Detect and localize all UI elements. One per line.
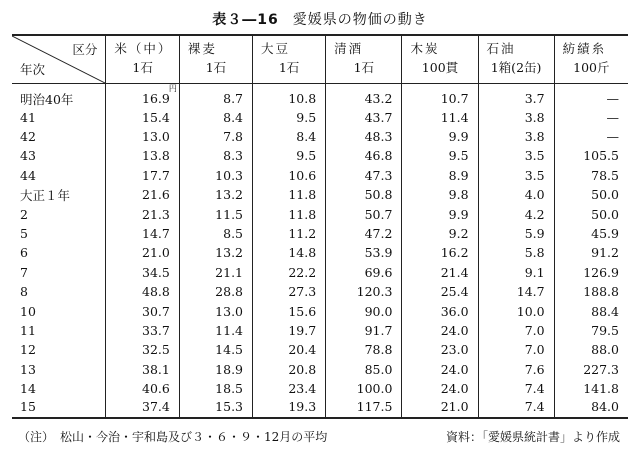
price-cell: 24.0 bbox=[402, 321, 478, 340]
column-header-name: 裸麦 bbox=[187, 41, 217, 56]
price-cell: 188.8 bbox=[554, 282, 628, 301]
table-title-text: 愛媛県の物価の動き bbox=[292, 12, 428, 28]
price-cell: 10.6 bbox=[253, 166, 326, 185]
price-cell: 47.2 bbox=[326, 224, 402, 243]
column-header-unit: 1箱(2缶) bbox=[490, 60, 542, 75]
column-header-name: 石油 bbox=[486, 41, 516, 56]
price-cell: 21.6 bbox=[106, 185, 180, 204]
column-header-name: 大豆 bbox=[261, 41, 291, 56]
price-cell: 18.5 bbox=[179, 379, 252, 398]
table-row bbox=[12, 301, 628, 320]
price-cell: 3.7 bbox=[478, 83, 554, 108]
price-cell: 69.6 bbox=[326, 263, 402, 282]
footnote: （注） 松山・今治・宇和島及び３・６・９・12月の平均 bbox=[18, 430, 328, 444]
price-cell: 5.9 bbox=[478, 224, 554, 243]
price-cell: 36.0 bbox=[402, 301, 478, 320]
price-cell: 21.3 bbox=[106, 204, 180, 223]
price-cell: 46.8 bbox=[326, 146, 402, 165]
price-cell: 50.7 bbox=[326, 204, 402, 223]
price-cell: 7.0 bbox=[478, 321, 554, 340]
price-cell: 8.7 bbox=[179, 83, 252, 108]
price-cell: 141.8 bbox=[554, 379, 628, 398]
price-cell: 23.0 bbox=[402, 340, 478, 359]
price-cell: 3.5 bbox=[478, 146, 554, 165]
price-cell: 84.0 bbox=[554, 398, 628, 417]
price-cell: 50.0 bbox=[554, 185, 628, 204]
column-header-unit: 1石 bbox=[278, 60, 300, 75]
price-cell: 11.4 bbox=[402, 108, 478, 127]
price-cell: 78.8 bbox=[326, 340, 402, 359]
price-cell: 8.9 bbox=[402, 166, 478, 185]
price-cell: 9.5 bbox=[253, 146, 326, 165]
price-cell: 53.9 bbox=[326, 243, 402, 262]
price-cell: 10.8 bbox=[253, 83, 326, 108]
price-cell: — bbox=[554, 83, 628, 108]
price-cell: 40.6 bbox=[106, 379, 180, 398]
price-cell: 11.2 bbox=[253, 224, 326, 243]
price-cell: — bbox=[554, 127, 628, 146]
year-cell: 12 bbox=[20, 342, 36, 358]
column-header-name: 米（中） bbox=[114, 41, 173, 56]
price-cell: 34.5 bbox=[106, 263, 180, 282]
column-header bbox=[402, 35, 478, 83]
price-cell: 19.7 bbox=[253, 321, 326, 340]
price-value: 16.9 bbox=[142, 91, 170, 106]
price-cell: 14.8 bbox=[253, 243, 326, 262]
price-cell: 14.5 bbox=[179, 340, 252, 359]
price-cell: 88.0 bbox=[554, 340, 628, 359]
unit-mark-yen: 円 bbox=[168, 83, 177, 93]
price-cell: 14.7 bbox=[106, 224, 180, 243]
column-header-unit: 100斤 bbox=[573, 60, 610, 75]
price-cell: 8.5 bbox=[179, 224, 252, 243]
table-row bbox=[12, 243, 628, 262]
table-row bbox=[12, 127, 628, 146]
year-cell: 11 bbox=[20, 322, 36, 338]
price-cell: 43.2 bbox=[326, 83, 402, 108]
price-cell: 22.2 bbox=[253, 263, 326, 282]
price-cell: 21.4 bbox=[402, 263, 478, 282]
price-cell: 15.6 bbox=[253, 301, 326, 320]
price-cell: 90.0 bbox=[326, 301, 402, 320]
table-row bbox=[12, 204, 628, 223]
price-cell: 48.8 bbox=[106, 282, 180, 301]
table-title bbox=[0, 9, 640, 29]
year-cell: 43 bbox=[20, 148, 36, 164]
price-cell: 8.3 bbox=[179, 146, 252, 165]
table-row bbox=[12, 360, 628, 379]
price-cell: 20.4 bbox=[253, 340, 326, 359]
column-header-unit: 1石 bbox=[132, 60, 153, 75]
price-cell: 7.4 bbox=[478, 379, 554, 398]
year-cell: 大正１年 bbox=[20, 187, 71, 203]
price-cell: 8.4 bbox=[179, 108, 252, 127]
year-cell: 15 bbox=[12, 398, 106, 417]
price-cell: — bbox=[554, 108, 628, 127]
price-cell: 43.7 bbox=[326, 108, 402, 127]
price-cell: 13.2 bbox=[179, 185, 252, 204]
price-cell: 79.5 bbox=[554, 321, 628, 340]
source-note: 資料：「愛媛県統計書」より作成 bbox=[445, 430, 620, 444]
price-cell: 11.5 bbox=[179, 204, 252, 223]
price-cell bbox=[106, 83, 180, 108]
column-header bbox=[478, 35, 554, 83]
price-cell: 24.0 bbox=[402, 379, 478, 398]
price-cell: 38.1 bbox=[106, 360, 180, 379]
price-cell: 32.5 bbox=[106, 340, 180, 359]
price-cell: 14.7 bbox=[478, 282, 554, 301]
price-cell: 11.8 bbox=[253, 204, 326, 223]
price-cell: 227.3 bbox=[554, 360, 628, 379]
price-cell: 18.9 bbox=[179, 360, 252, 379]
price-cell: 13.2 bbox=[179, 243, 252, 262]
column-header-unit: 1石 bbox=[205, 60, 227, 75]
year-cell: 44 bbox=[20, 167, 36, 183]
price-cell: 91.7 bbox=[326, 321, 402, 340]
price-cell: 126.9 bbox=[554, 263, 628, 282]
price-cell: 47.3 bbox=[326, 166, 402, 185]
header-row bbox=[12, 35, 628, 83]
price-cell: 48.3 bbox=[326, 127, 402, 146]
price-cell: 37.4 bbox=[106, 398, 180, 417]
column-header-name: 木炭 bbox=[410, 41, 440, 56]
price-cell: 4.2 bbox=[478, 204, 554, 223]
price-cell: 19.3 bbox=[253, 398, 326, 417]
price-cell: 91.2 bbox=[554, 243, 628, 262]
table-row bbox=[12, 340, 628, 359]
price-cell: 11.8 bbox=[253, 185, 326, 204]
price-cell: 24.0 bbox=[402, 360, 478, 379]
price-cell: 7.8 bbox=[179, 127, 252, 146]
price-cell: 28.8 bbox=[179, 282, 252, 301]
table-row bbox=[12, 282, 628, 301]
price-table bbox=[12, 34, 628, 419]
price-cell: 21.1 bbox=[179, 263, 252, 282]
price-cell: 7.6 bbox=[478, 360, 554, 379]
price-cell: 13.0 bbox=[179, 301, 252, 320]
price-cell: 23.4 bbox=[253, 379, 326, 398]
price-cell: 120.3 bbox=[326, 282, 402, 301]
price-cell: 100.0 bbox=[326, 379, 402, 398]
table-row bbox=[12, 108, 628, 127]
price-cell: 20.8 bbox=[253, 360, 326, 379]
table-row bbox=[12, 83, 628, 108]
table-row bbox=[12, 166, 628, 185]
price-cell: 78.5 bbox=[554, 166, 628, 185]
year-cell: 42 bbox=[20, 129, 36, 145]
year-cell: 5 bbox=[20, 226, 28, 242]
price-cell: 9.2 bbox=[402, 224, 478, 243]
price-cell: 15.3 bbox=[179, 398, 252, 417]
price-cell: 21.0 bbox=[402, 398, 478, 417]
price-cell: 16.2 bbox=[402, 243, 478, 262]
year-cell: 41 bbox=[20, 109, 36, 125]
price-cell: 105.5 bbox=[554, 146, 628, 165]
price-cell: 9.1 bbox=[478, 263, 554, 282]
price-cell: 85.0 bbox=[326, 360, 402, 379]
table-row bbox=[12, 321, 628, 340]
year-cell: 8 bbox=[20, 284, 28, 300]
price-cell: 88.4 bbox=[554, 301, 628, 320]
price-cell: 10.3 bbox=[179, 166, 252, 185]
year-cell: 7 bbox=[20, 264, 28, 280]
price-cell: 9.8 bbox=[402, 185, 478, 204]
price-cell: 8.4 bbox=[253, 127, 326, 146]
price-cell: 7.0 bbox=[478, 340, 554, 359]
column-header bbox=[253, 35, 326, 83]
price-cell: 25.4 bbox=[402, 282, 478, 301]
table-row bbox=[12, 398, 628, 417]
year-cell: 13 bbox=[20, 361, 36, 377]
price-cell: 3.8 bbox=[478, 108, 554, 127]
table-body bbox=[12, 83, 628, 418]
table-row bbox=[12, 185, 628, 204]
price-cell: 3.5 bbox=[478, 166, 554, 185]
corner-cell bbox=[12, 35, 106, 83]
column-header-name: 清酒 bbox=[334, 41, 364, 56]
corner-label-year: 年次 bbox=[20, 61, 46, 77]
price-cell: 15.4 bbox=[106, 108, 180, 127]
table-row bbox=[12, 224, 628, 243]
column-header bbox=[326, 35, 402, 83]
price-cell: 11.4 bbox=[179, 321, 252, 340]
price-cell: 50.8 bbox=[326, 185, 402, 204]
table-row bbox=[12, 263, 628, 282]
price-cell: 45.9 bbox=[554, 224, 628, 243]
price-cell: 10.7 bbox=[402, 83, 478, 108]
price-cell: 7.4 bbox=[478, 398, 554, 417]
price-cell: 3.8 bbox=[478, 127, 554, 146]
price-cell: 33.7 bbox=[106, 321, 180, 340]
price-cell: 9.5 bbox=[402, 146, 478, 165]
corner-label-category: 区分 bbox=[72, 42, 98, 57]
price-cell: 9.9 bbox=[402, 204, 478, 223]
price-cell: 27.3 bbox=[253, 282, 326, 301]
table-row bbox=[12, 146, 628, 165]
price-cell: 21.0 bbox=[106, 243, 180, 262]
price-cell: 117.5 bbox=[326, 398, 402, 417]
table-number: 表３―16 bbox=[212, 12, 279, 28]
price-cell: 10.0 bbox=[478, 301, 554, 320]
price-cell: 30.7 bbox=[106, 301, 180, 320]
year-cell: 6 bbox=[20, 245, 28, 261]
price-cell: 9.9 bbox=[402, 127, 478, 146]
price-cell: 5.8 bbox=[478, 243, 554, 262]
column-header-unit: 100貫 bbox=[421, 60, 459, 75]
table-row bbox=[12, 379, 628, 398]
column-header-unit: 1石 bbox=[353, 60, 375, 75]
price-cell: 17.7 bbox=[106, 166, 180, 185]
column-header bbox=[554, 35, 628, 83]
column-header bbox=[179, 35, 252, 83]
year-cell: 明治40年 bbox=[20, 91, 74, 107]
price-cell: 13.8 bbox=[106, 146, 180, 165]
price-cell: 13.0 bbox=[106, 127, 180, 146]
price-cell: 9.5 bbox=[253, 108, 326, 127]
column-header-name: 紡績糸 bbox=[562, 41, 607, 56]
year-cell: 2 bbox=[20, 206, 28, 222]
price-cell: 50.0 bbox=[554, 204, 628, 223]
column-header bbox=[106, 35, 180, 83]
price-cell: 4.0 bbox=[478, 185, 554, 204]
year-cell: 14 bbox=[20, 381, 36, 397]
year-cell: 10 bbox=[20, 303, 36, 319]
